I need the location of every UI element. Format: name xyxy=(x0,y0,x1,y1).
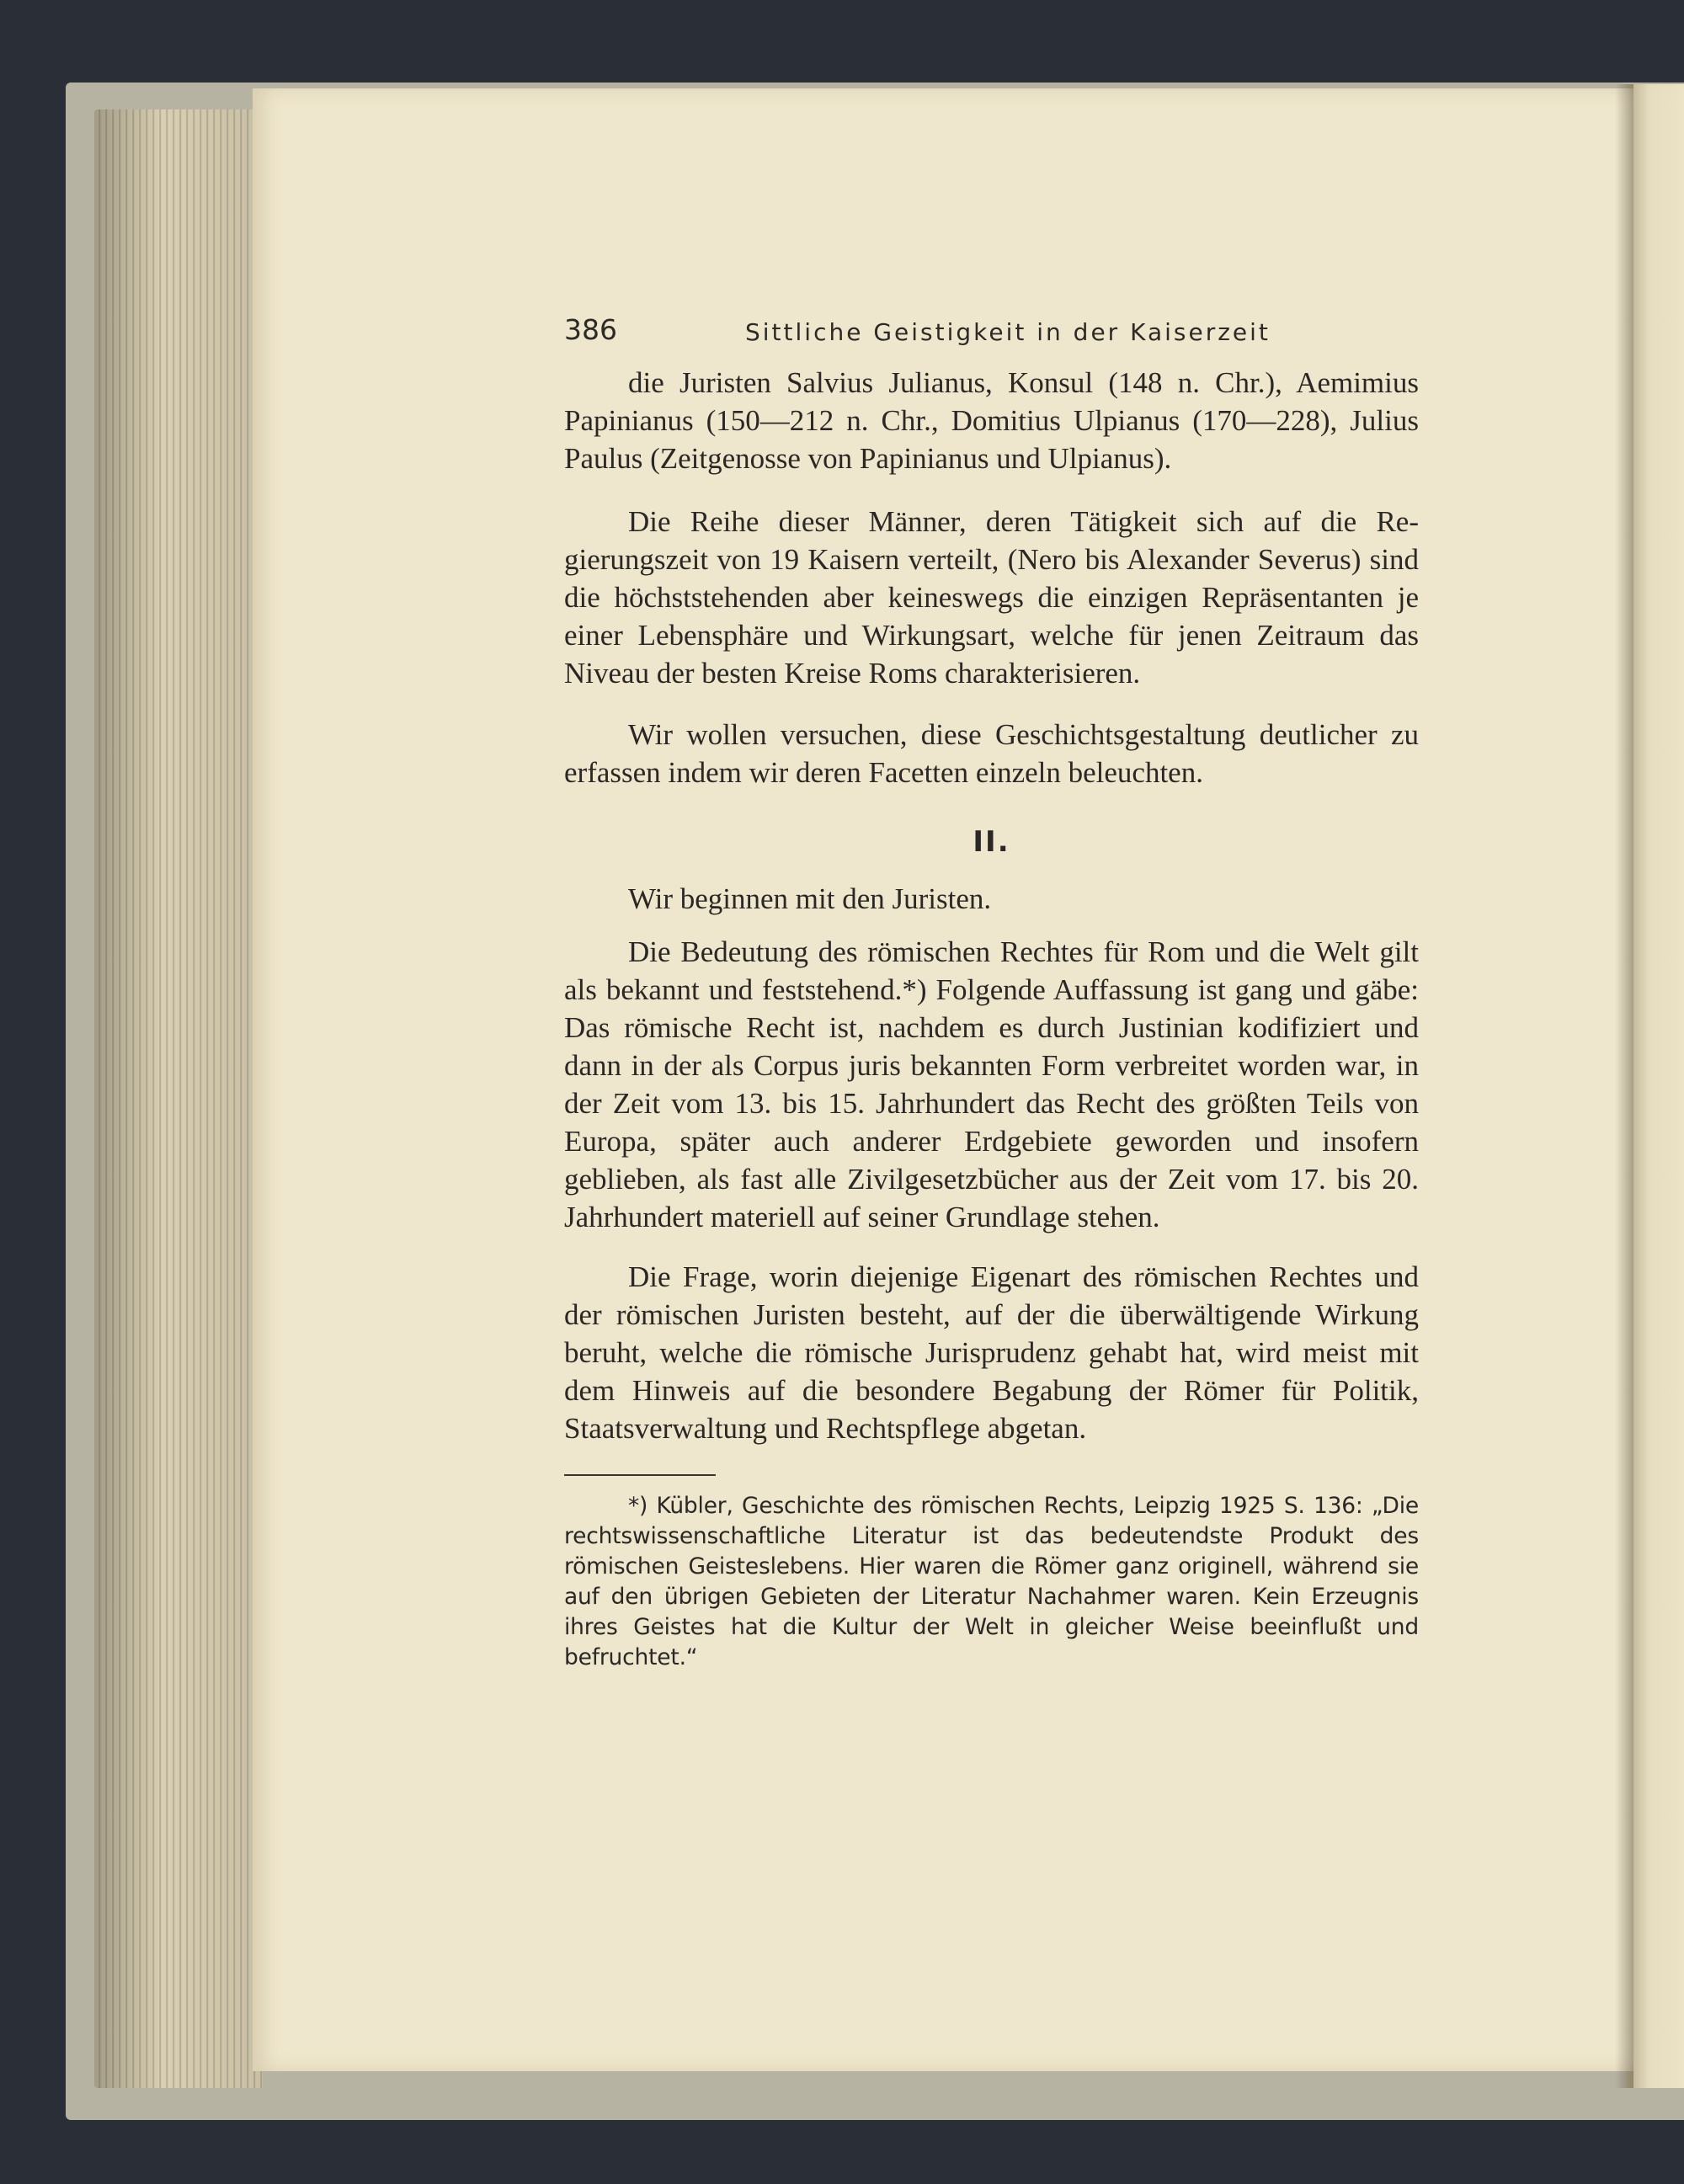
paragraph: Die Reihe dieser Männer, deren Tätigkeit sich auf die Regierungszeit von 19 Kaisern verteilt, (Nero bis Alexander Severus) sind die höchststehenden aber keineswegs die einzigen Repräsentanten je einer Lebensphäre und Wirkungsart, welche für jenen Zeitraum das Niveau der besten Kreise Roms charakterisieren. xyxy=(564,505,1419,690)
paragraph: Die Frage, worin diejenige Eigenart des römischen Rechtes und der römischen Juristen besteht, auf der die überwältigende Wirkung beruht, welche die römische Jurisprudenz gehabt hat, wird meist mit dem Hinweis auf die besondere Begabung der Römer für Politik, Staatsverwaltung und Rechtspflege abgetan. xyxy=(564,1260,1419,1445)
footnote-divider xyxy=(564,1474,716,1476)
page-number: 386 xyxy=(564,313,617,346)
running-title: Sittliche Geistigkeit in der Kaiserzeit xyxy=(745,318,1271,346)
page-gutter xyxy=(1615,84,1633,2088)
footnote: *) Kübler, Geschichte des römischen Rechts, Leipzig 1925 S. 136: „Die rechtswissenschaftliche Literatur ist das bedeutendste Produkt des römischen Geisteslebens. Hier waren die Römer ganz originell, während sie auf den übrigen Gebieten der Literatur Nachahmer waren. Kein Erzeugnis ihres Geistes hat die Kultur der Welt in gleicher Weise beeinflußt und befruchtet.“ xyxy=(564,1493,1419,1670)
paragraph: die Juristen Salvius Julianus, Konsul (148 n. Chr.), Aemimius Papinianus (150—212 n. Chr., Domitius Ulpianus (170—228), Julius Paulus (Zeitgenosse von Papinianus und Ulpianus). xyxy=(564,366,1419,475)
paragraph: Wir beginnen mit den Juristen. xyxy=(628,882,992,915)
paragraph: Die Bedeutung des römischen Rechtes für Rom und die Welt gilt als bekannt und feststehend.*) Folgende Auffassung ist gang und gäbe: Das römische Recht ist, nachdem es durch Justinian kodifiziert und dann in der als Corpus juris bekannten Form verbreitet worden war, in der Zeit vom 13. bis 15. Jahrhundert das Recht des größten Teils von Europa, später auch anderer Erdgebiete geworden und insofern geblieben, als fast alle Zivilgesetzbücher aus der Zeit vom 17. bis 20. Jahrhundert materiell auf seiner Grundlage stehen. xyxy=(564,935,1419,1233)
paragraph: Wir wollen versuchen, diese Geschichtsgestaltung deutlicher zu erfassen indem wir deren Facetten einzeln beleuchten. xyxy=(564,718,1419,789)
page-body xyxy=(564,364,1419,1673)
page-edges-shadow xyxy=(94,109,263,2088)
section-heading: II. xyxy=(973,825,1010,859)
facing-page-edge xyxy=(1627,84,1684,2088)
